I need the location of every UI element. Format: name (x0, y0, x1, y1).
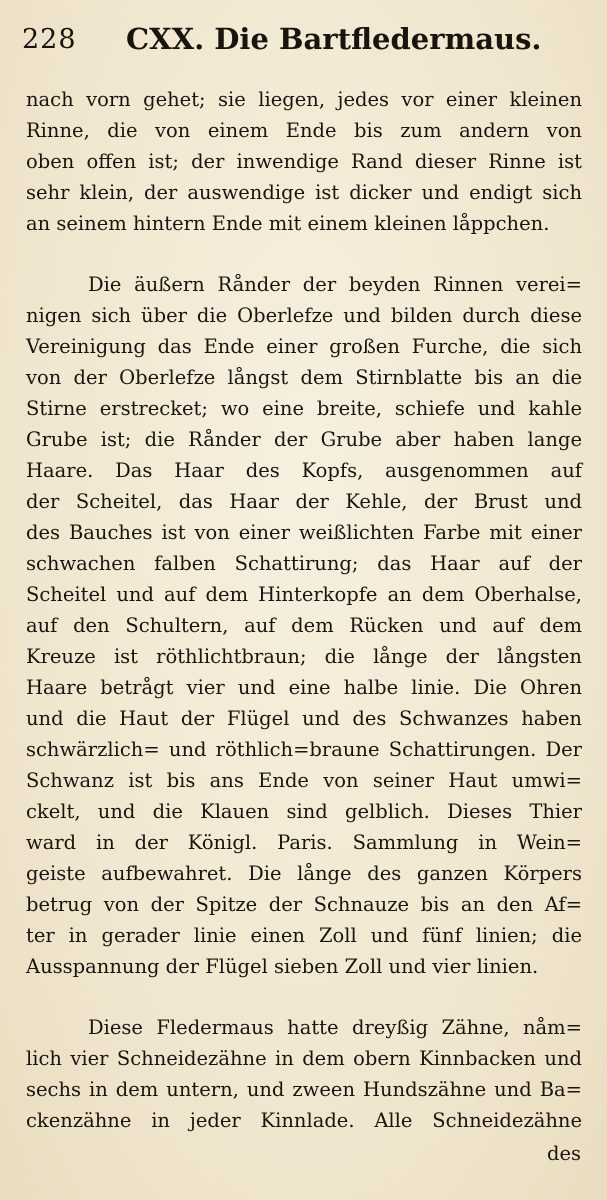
text-line: von der Oberlefze långst dem Stirnblatte bis an die (26, 366, 582, 389)
text-line: ckelt, und die Klauen sind gelblich. Dieses Thier (26, 800, 582, 823)
paragraph-gap (26, 239, 582, 269)
text-line: Stirne erstrecket; wo eine breite, schiefe und kahle (26, 397, 582, 420)
text-line: des Bauches ist von einer weißlichten Farbe mit einer (26, 521, 582, 544)
page-number: 228 (22, 24, 77, 55)
text-line: Haare betrågt vier und eine halbe linie. Die Ohren (26, 676, 582, 699)
text-line: schwärzlich= und röthlich=braune Schattirungen. Der (26, 738, 582, 761)
paragraph-1 (26, 84, 582, 239)
text-line: Ausspannung der Flügel sieben Zoll und vier linien. (26, 955, 539, 978)
text-line: der Scheitel, das Haar der Kehle, der Brust und (26, 490, 582, 513)
text-line: Scheitel und auf dem Hinterkopfe an dem Oberhalse, (26, 583, 582, 606)
text-line: lich vier Schneidezähne in dem obern Kinnbacken und (26, 1047, 582, 1070)
text-line: ter in gerader linie einen Zoll und fünf linien; die (26, 924, 582, 947)
text-line: Kreuze ist röthlichtbraun; die långe der långsten (26, 645, 582, 668)
catchword: des (546, 1142, 581, 1165)
paragraph-3 (26, 1012, 582, 1136)
text-line: Die äußern Rånder der beyden Rinnen verei= (88, 273, 582, 296)
text-line: an seinem hintern Ende mit einem kleinen låppchen. (26, 212, 550, 235)
text-line: Schwanz ist bis ans Ende von seiner Haut umwi= (26, 769, 582, 792)
text-line: Haare. Das Haar des Kopfs, ausgenommen auf (26, 459, 582, 482)
text-line: und die Haut der Flügel und des Schwanzes haben (26, 707, 582, 730)
text-line: nigen sich über die Oberlefze und bilden durch diese (26, 304, 582, 327)
body-text (26, 84, 582, 1136)
text-line: Vereinigung das Ende einer großen Furche, die sich (26, 335, 582, 358)
text-line: schwachen falben Schattirung; das Haar auf der (26, 552, 582, 575)
text-line: ckenzähne in jeder Kinnlade. Alle Schneidezähne (26, 1109, 582, 1132)
text-line: oben offen ist; der inwendige Rand dieser Rinne ist (26, 150, 582, 173)
text-line: Grube ist; die Rånder der Grube aber haben lange (26, 428, 582, 451)
text-line: betrug von der Spitze der Schnauze bis an den Af= (26, 893, 582, 916)
text-line: Rinne, die von einem Ende bis zum andern von (26, 119, 582, 142)
text-line: nach vorn gehet; sie liegen, jedes vor einer kleinen (26, 88, 582, 111)
text-line: auf den Schultern, auf dem Rücken und auf dem (26, 614, 582, 637)
text-line: geiste aufbewahret. Die långe des ganzen Körpers (26, 862, 582, 885)
paragraph-2 (26, 269, 582, 982)
text-line: ward in der Königl. Paris. Sammlung in Wein= (26, 831, 582, 854)
text-line: sechs in dem untern, und zween Hundszähne und Ba= (26, 1078, 582, 1101)
text-line: sehr klein, der auswendige ist dicker und endigt sich (26, 181, 582, 204)
page-header (22, 20, 582, 60)
running-title: CXX. Die Bartfledermaus. (126, 22, 542, 56)
paragraph-gap (26, 982, 582, 1012)
text-line: Diese Fledermaus hatte dreyßig Zähne, nåm= (88, 1016, 582, 1039)
